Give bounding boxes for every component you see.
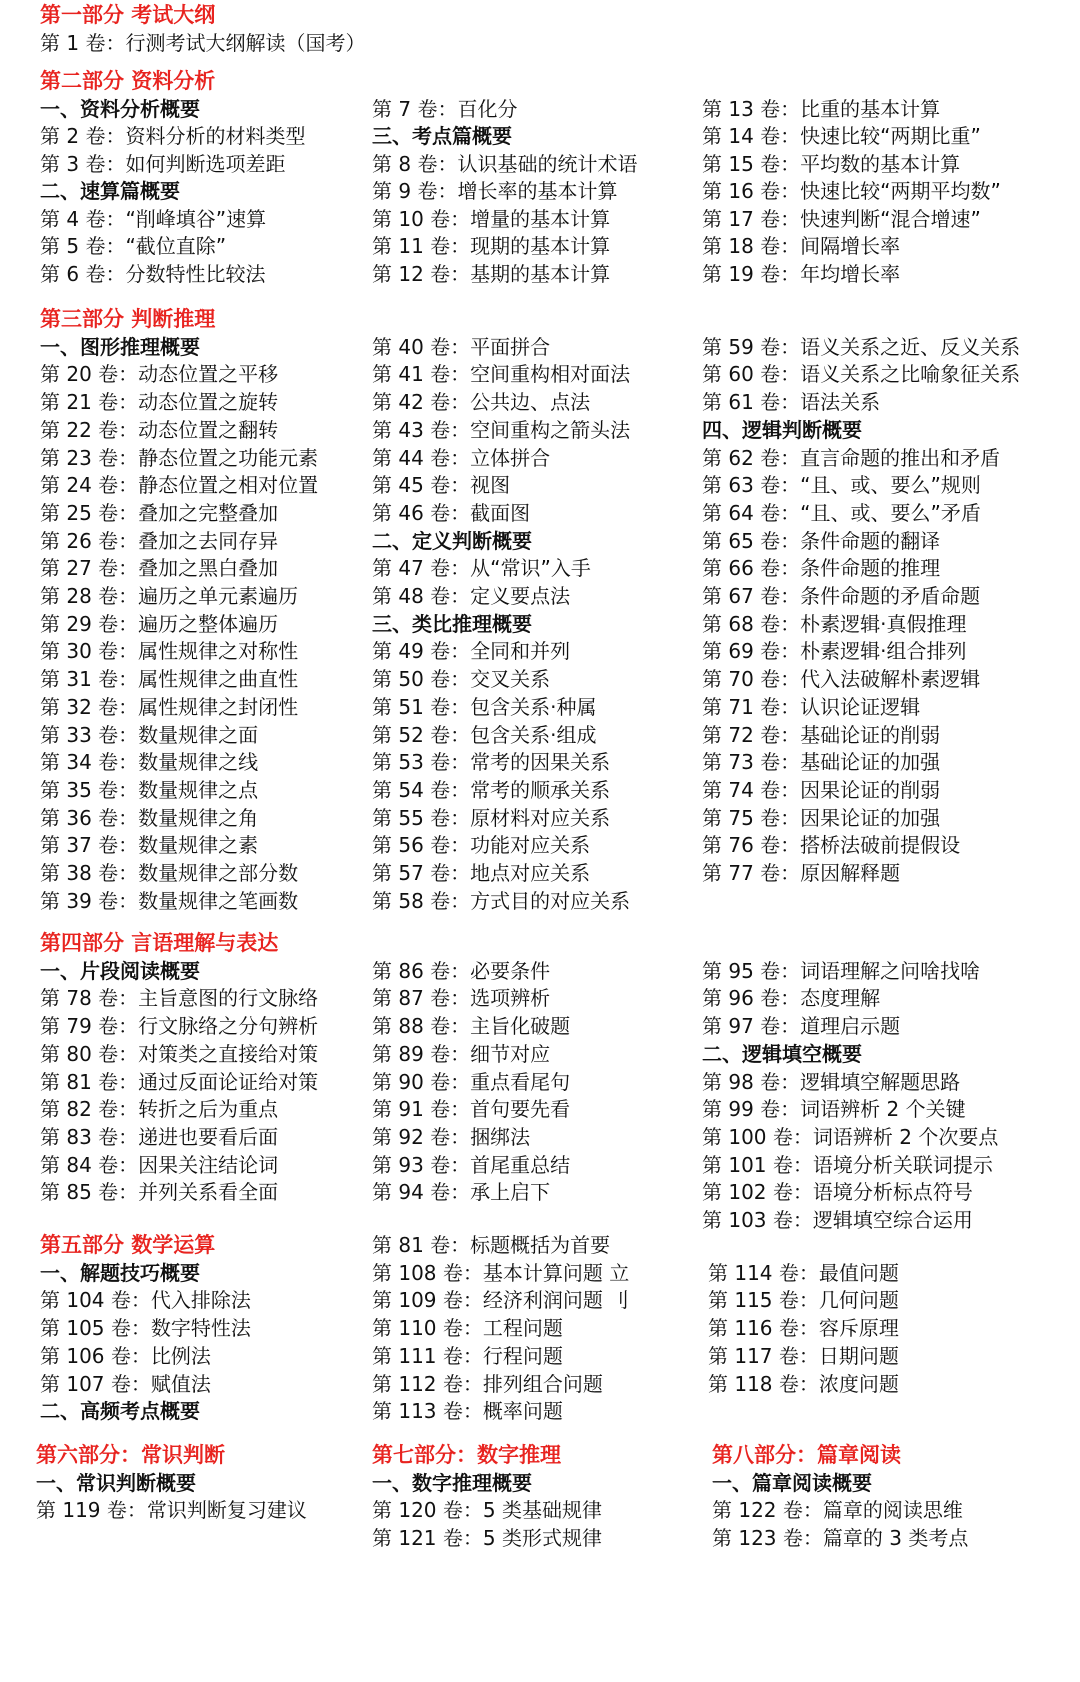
part-title: 第七部分：数字推理 [372, 1443, 561, 1467]
volume-entry: 第 110 卷：工程问题 [372, 1316, 563, 1341]
volume-entry: 第 70 卷：代入法破解朴素逻辑 [702, 667, 981, 692]
part-title: 第一部分 考试大纲 [40, 3, 216, 27]
volume-entry: 第 92 卷：捆绑法 [372, 1124, 531, 1149]
volume-entry: 第 80 卷：对策类之直接给对策 [40, 1041, 319, 1066]
volume-entry: 第 62 卷：直言命题的推出和矛盾 [702, 445, 1001, 470]
volume-entry: 第 115 卷：几何问题 [708, 1288, 899, 1313]
volume-entry: 第 11 卷：现期的基本计算 [372, 234, 611, 258]
part-title: 第四部分 言语理解与表达 [40, 931, 279, 955]
volume-entry: 第 55 卷：原材料对应关系 [372, 805, 611, 830]
volume-entry: 第 106 卷：比例法 [40, 1343, 211, 1368]
volume-entry: 第 83 卷：递进也要看后面 [40, 1124, 279, 1149]
volume-entry: 第 59 卷：语义关系之近、反义关系 [702, 334, 1021, 359]
chapter-heading: 四、逻辑判断概要 [702, 417, 862, 442]
chapter-heading: 一、篇章阅读概要 [712, 1470, 872, 1495]
part-title: 第六部分：常识判断 [36, 1443, 225, 1467]
chapter-heading: 二、定义判断概要 [372, 528, 532, 553]
volume-entry: 第 21 卷：动态位置之旋转 [40, 390, 279, 415]
volume-entry: 第 9 卷：增长率的基本计算 [372, 179, 618, 203]
volume-entry: 第 37 卷：数量规律之素 [40, 833, 259, 858]
chapter-heading: 一、片段阅读概要 [40, 958, 200, 983]
part-title: 第五部分 数学运算 [40, 1233, 216, 1257]
volume-entry: 第 122 卷：篇章的阅读思维 [712, 1498, 963, 1523]
volume-entry: 第 76 卷：搭桥法破前提假设 [702, 833, 961, 858]
chapter-heading: 二、高频考点概要 [40, 1399, 200, 1424]
chapter-heading: 三、考点篇概要 [372, 124, 512, 148]
volume-entry: 第 72 卷：基础论证的削弱 [702, 722, 941, 747]
volume-entry: 第 43 卷：空间重构之箭头法 [372, 417, 631, 442]
volume-entry: 第 26 卷：叠加之去同存异 [40, 528, 279, 553]
volume-entry: 第 81 卷：通过反面论证给对策 [40, 1069, 319, 1094]
volume-entry: 第 101 卷：语境分析关联词提示 [702, 1152, 993, 1177]
volume-entry: 第 93 卷：首尾重总结 [372, 1152, 571, 1177]
volume-entry: 第 31 卷：属性规律之曲直性 [40, 667, 299, 692]
volume-entry: 第 68 卷：朴素逻辑·真假推理 [702, 611, 967, 636]
volume-entry: 第 102 卷：语境分析标点符号 [702, 1180, 973, 1205]
volume-entry: 第 84 卷：因果关注结论词 [40, 1152, 279, 1177]
volume-entry: 第 100 卷：词语辨析 2 个次要点 [702, 1124, 999, 1149]
volume-entry: 第 114 卷：最值问题 [708, 1260, 899, 1285]
volume-entry: 第 40 卷：平面拼合 [372, 334, 551, 359]
volume-entry: 第 107 卷：赋值法 [40, 1371, 211, 1396]
volume-entry: 第 8 卷：认识基础的统计术语 [372, 151, 638, 176]
chapter-heading: 三、类比推理概要 [372, 611, 532, 636]
volume-entry: 第 50 卷：交叉关系 [372, 667, 551, 692]
volume-entry: 第 117 卷：日期问题 [708, 1343, 899, 1368]
volume-entry: 第 3 卷：如何判断选项差距 [40, 151, 286, 176]
volume-entry: 第 30 卷：属性规律之对称性 [40, 639, 299, 664]
volume-entry: 第 35 卷：数量规律之点 [40, 777, 259, 802]
volume-entry: 第 2 卷：资料分析的材料类型 [40, 124, 306, 148]
volume-entry: 第 120 卷：5 类基础规律 [372, 1498, 602, 1523]
volume-entry: 第 108 卷：基本计算问题 立 [372, 1260, 630, 1285]
volume-entry: 第 96 卷：态度理解 [702, 986, 881, 1011]
volume-entry: 第 10 卷：增量的基本计算 [372, 206, 611, 231]
volume-entry: 第 25 卷：叠加之完整叠加 [40, 500, 279, 525]
volume-entry: 第 90 卷：重点看尾句 [372, 1069, 571, 1094]
volume-entry: 第 71 卷：认识论证逻辑 [702, 694, 921, 719]
volume-entry: 第 33 卷：数量规律之面 [40, 722, 259, 747]
volume-entry: 第 88 卷：主旨化破题 [372, 1014, 571, 1039]
volume-entry: 第 41 卷：空间重构相对面法 [372, 362, 631, 387]
volume-entry: 第 46 卷：截面图 [372, 500, 531, 525]
volume-entry: 第 53 卷：常考的因果关系 [372, 750, 611, 775]
volume-entry: 第 27 卷：叠加之黑白叠加 [40, 556, 279, 581]
volume-entry: 第 87 卷：选项辨析 [372, 986, 551, 1011]
volume-entry: 第 42 卷：公共边、点法 [372, 390, 591, 415]
volume-entry: 第 86 卷：必要条件 [372, 958, 551, 983]
volume-entry: 第 4 卷：“削峰填谷”速算 [40, 206, 267, 231]
volume-entry: 第 36 卷：数量规律之角 [40, 805, 259, 830]
volume-entry: 第 99 卷：词语辨析 2 个关键 [702, 1097, 966, 1122]
volume-entry: 第 49 卷：全同和并列 [372, 639, 571, 664]
volume-entry: 第 24 卷：静态位置之相对位置 [40, 473, 319, 498]
volume-entry: 第 121 卷：5 类形式规律 [372, 1526, 602, 1551]
volume-entry: 第 34 卷：数量规律之线 [40, 750, 259, 775]
volume-entry: 第 19 卷：年均增长率 [702, 261, 901, 286]
volume-entry: 第 78 卷：主旨意图的行文脉络 [40, 986, 319, 1011]
volume-entry: 第 64 卷：“且、或、要么”矛盾 [702, 500, 981, 525]
chapter-heading: 一、解题技巧概要 [40, 1260, 200, 1285]
volume-entry: 第 38 卷：数量规律之部分数 [40, 861, 299, 885]
volume-entry: 第 73 卷：基础论证的加强 [702, 750, 941, 775]
volume-entry: 第 89 卷：细节对应 [372, 1041, 551, 1066]
volume-entry: 第 22 卷：动态位置之翻转 [40, 417, 279, 442]
volume-entry: 第 91 卷：首句要先看 [372, 1097, 571, 1122]
volume-entry: 第 51 卷：包含关系·种属 [372, 694, 597, 719]
volume-entry: 第 119 卷：常识判断复习建议 [36, 1498, 307, 1523]
chapter-heading: 一、资料分析概要 [40, 96, 200, 121]
volume-entry: 第 47 卷：从“常识”入手 [372, 556, 591, 581]
volume-entry: 第 112 卷：排列组合问题 [372, 1371, 603, 1396]
volume-entry: 第 58 卷：方式目的对应关系 [372, 888, 631, 913]
volume-entry: 第 65 卷：条件命题的翻译 [702, 528, 941, 553]
volume-entry: 第 39 卷：数量规律之笔画数 [40, 888, 299, 913]
volume-entry: 第 109 卷：经济利润问题 刂 [372, 1288, 630, 1313]
volume-entry: 第 7 卷：百化分 [372, 96, 518, 121]
chapter-heading: 一、常识判断概要 [36, 1470, 196, 1495]
volume-entry: 第 77 卷：原因解释题 [702, 861, 901, 885]
volume-entry: 第 29 卷：遍历之整体遍历 [40, 611, 279, 636]
volume-entry: 第 75 卷：因果论证的加强 [702, 805, 941, 830]
chapter-heading: 二、速算篇概要 [40, 179, 180, 203]
volume-entry: 第 57 卷：地点对应关系 [372, 861, 591, 885]
volume-entry: 第 74 卷：因果论证的削弱 [702, 777, 941, 802]
volume-entry: 第 67 卷：条件命题的矛盾命题 [702, 584, 981, 608]
volume-entry: 第 81 卷：标题概括为首要 [372, 1233, 611, 1257]
volume-entry: 第 56 卷：功能对应关系 [372, 833, 591, 858]
volume-entry: 第 66 卷：条件命题的推理 [702, 556, 941, 581]
volume-entry: 第 16 卷：快速比较“两期平均数” [702, 179, 1001, 203]
volume-entry: 第 97 卷：道理启示题 [702, 1014, 901, 1039]
volume-entry: 第 32 卷：属性规律之封闭性 [40, 694, 299, 719]
volume-entry: 第 111 卷：行程问题 [372, 1343, 563, 1368]
volume-entry: 第 103 卷：逻辑填空综合运用 [702, 1208, 973, 1232]
volume-entry: 第 95 卷：词语理解之问啥找啥 [702, 958, 981, 983]
volume-entry: 第 44 卷：立体拼合 [372, 445, 551, 470]
volume-entry: 第 48 卷：定义要点法 [372, 584, 571, 608]
part-title: 第八部分：篇章阅读 [712, 1443, 901, 1467]
volume-entry: 第 123 卷：篇章的 3 类考点 [712, 1526, 969, 1551]
volume-entry: 第 13 卷：比重的基本计算 [702, 96, 941, 121]
volume-entry: 第 45 卷：视图 [372, 473, 511, 498]
volume-entry: 第 118 卷：浓度问题 [708, 1371, 899, 1396]
volume-entry: 第 54 卷：常考的顺承关系 [372, 777, 611, 802]
volume-entry: 第 113 卷：概率问题 [372, 1399, 563, 1424]
volume-entry: 第 94 卷：承上启下 [372, 1180, 551, 1205]
volume-entry: 第 60 卷：语义关系之比喻象征关系 [702, 362, 1021, 387]
volume-entry: 第 105 卷：数字特性法 [40, 1316, 251, 1341]
volume-entry: 第 15 卷：平均数的基本计算 [702, 151, 961, 176]
volume-entry: 第 116 卷：容斥原理 [708, 1316, 899, 1341]
volume-entry: 第 104 卷：代入排除法 [40, 1288, 251, 1313]
volume-entry: 第 85 卷：并列关系看全面 [40, 1180, 279, 1205]
chapter-heading: 一、图形推理概要 [40, 334, 200, 359]
volume-entry: 第 69 卷：朴素逻辑·组合排列 [702, 639, 967, 664]
part-title: 第二部分 资料分析 [40, 69, 216, 93]
volume-entry: 第 14 卷：快速比较“两期比重” [702, 124, 981, 148]
volume-entry: 第 63 卷：“且、或、要么”规则 [702, 473, 981, 498]
volume-entry: 第 5 卷：“截位直除” [40, 234, 227, 258]
volume-entry: 第 98 卷：逻辑填空解题思路 [702, 1069, 961, 1094]
volume-entry: 第 17 卷：快速判断“混合增速” [702, 206, 981, 231]
volume-entry: 第 12 卷：基期的基本计算 [372, 261, 611, 286]
chapter-heading: 二、逻辑填空概要 [702, 1041, 862, 1066]
part-title: 第三部分 判断推理 [40, 307, 216, 331]
volume-entry: 第 28 卷：遍历之单元素遍历 [40, 584, 299, 608]
volume-entry: 第 20 卷：动态位置之平移 [40, 362, 279, 387]
volume-entry: 第 52 卷：包含关系·组成 [372, 722, 597, 747]
volume-entry: 第 18 卷：间隔增长率 [702, 234, 901, 258]
chapter-heading: 一、数字推理概要 [372, 1470, 532, 1495]
volume-entry: 第 23 卷：静态位置之功能元素 [40, 445, 319, 470]
volume-entry: 第 1 卷：行测考试大纲解读（国考） [40, 30, 366, 55]
volume-entry: 第 6 卷：分数特性比较法 [40, 261, 266, 286]
volume-entry: 第 79 卷：行文脉络之分句辨析 [40, 1014, 319, 1039]
volume-entry: 第 61 卷：语法关系 [702, 390, 881, 415]
volume-entry: 第 82 卷：转折之后为重点 [40, 1097, 279, 1122]
